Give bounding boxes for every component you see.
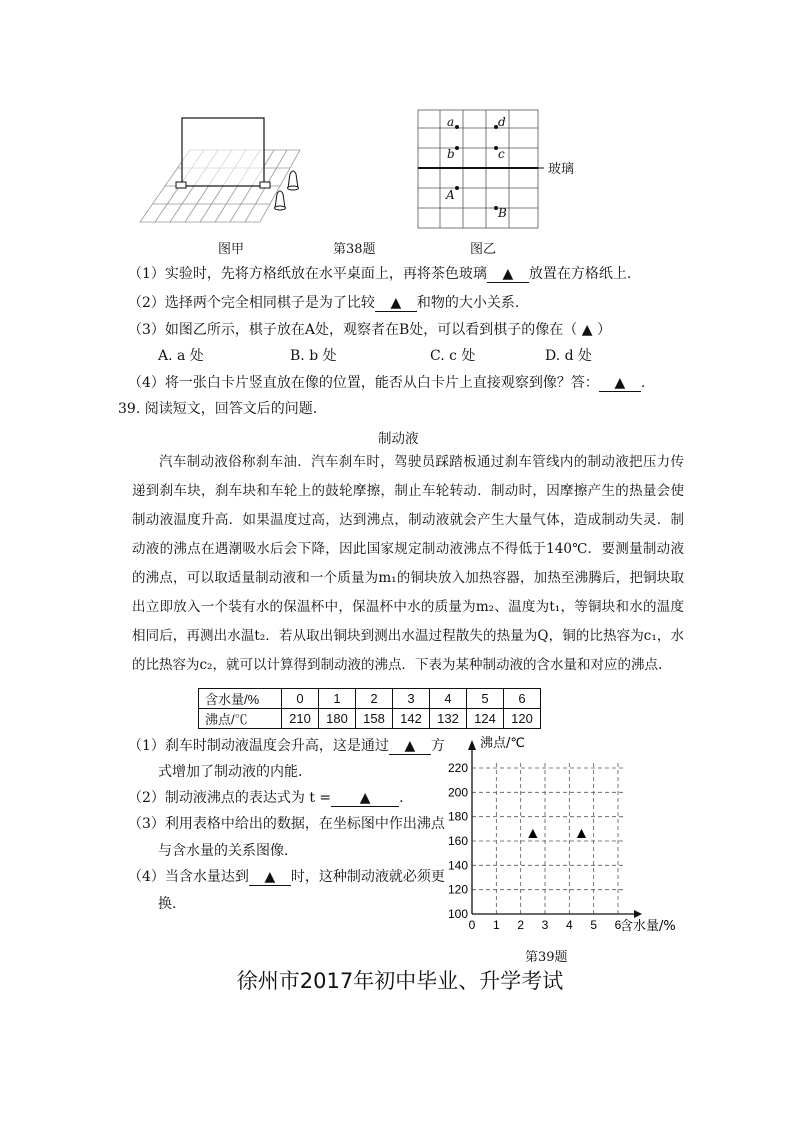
- table-cell: 158: [356, 709, 393, 729]
- x-tick-label: 0: [468, 918, 476, 932]
- q39-part4: [128, 866, 445, 886]
- table-cell: 4: [430, 689, 467, 709]
- answer-blank: ▲: [487, 266, 529, 283]
- answer-blank: ▲: [375, 295, 417, 312]
- answer-blank: ▲: [389, 738, 431, 755]
- boiling-point-chart: [430, 730, 690, 938]
- table-cell: 180: [319, 709, 356, 729]
- data-table: [198, 688, 541, 729]
- q39-intro: 39. 阅读短文，回答文后的问题.: [118, 401, 318, 417]
- y-tick-label: 220: [447, 761, 468, 775]
- q39-part3: （3）利用表格中给出的数据，在坐标图中作出沸点: [128, 816, 445, 832]
- figure-jia: [130, 110, 320, 230]
- answer-blank: ▲: [331, 790, 399, 807]
- y-tick-label: 120: [447, 882, 468, 897]
- answer-blank: ▲: [599, 375, 641, 392]
- point-b-label: b: [447, 147, 455, 161]
- table-cell: 120: [504, 709, 541, 729]
- q38-part4-text: （4）将一张白卡片竖直放在像的位置，能否从白卡片上直接观察到像？答：: [128, 375, 599, 391]
- passage-title: 制动液: [378, 431, 419, 447]
- q39-part3-line2: 与含水量的关系图像.: [158, 843, 289, 859]
- point-a-label: a: [447, 115, 455, 129]
- table-header-boil: 沸点/℃: [199, 709, 282, 729]
- y-tick-label: 140: [447, 858, 468, 873]
- q38-part1-text: （1）实验时，先将方格纸放在水平桌面上，再将茶色玻璃: [128, 266, 487, 282]
- table-row: [199, 709, 541, 729]
- table-cell: 210: [282, 709, 319, 729]
- table-header-water: 含水量/%: [199, 689, 282, 709]
- table-row: [199, 689, 541, 709]
- q38-part2-tail: 和物的大小关系.: [416, 295, 520, 311]
- figure-yi-caption: 图乙: [470, 242, 497, 257]
- q38-part1-tail: 放置在方格纸上.: [528, 266, 632, 282]
- option-c: C. c 处: [430, 348, 476, 364]
- q39-part4-line2: 换.: [158, 896, 177, 912]
- x-axis-arrow: [634, 910, 642, 918]
- x-tick-label: 6: [614, 918, 622, 932]
- q38-part4: [128, 372, 645, 392]
- table-cell: 3: [393, 689, 430, 709]
- table-cell: 124: [467, 709, 504, 729]
- table-cell: 1: [319, 689, 356, 709]
- table-cell: 142: [393, 709, 430, 729]
- option-b: B. b 处: [290, 348, 337, 364]
- q38-part2-text: （2）选择两个完全相同棋子是为了比较: [128, 295, 375, 311]
- point-c-label: c: [498, 147, 505, 161]
- y-tick-label: 160: [447, 834, 468, 848]
- passage-paragraph: [132, 448, 684, 680]
- answer-blank: ▲: [249, 869, 291, 886]
- x-tick-label: 2: [517, 918, 525, 932]
- q39-part4-text: （4）当含水量达到: [128, 869, 249, 885]
- figure-38-title: 第38题: [333, 242, 376, 257]
- glass-label: 玻璃: [548, 162, 575, 177]
- point-B-label: B: [498, 206, 507, 220]
- option-a: A. a 处: [158, 348, 204, 364]
- q38-part1: [128, 263, 631, 283]
- answer-marker: ▲: [528, 825, 538, 840]
- q39-part1-tail: 方: [430, 738, 445, 754]
- answer-marker: ▲: [576, 825, 587, 840]
- q39-part1-line2: 式增加了制动液的内能.: [158, 764, 303, 780]
- q39-part1: [128, 735, 445, 755]
- y-axis-label: 沸点/℃: [480, 736, 525, 751]
- point-d-label: d: [498, 115, 506, 129]
- y-axis-arrow: [468, 740, 476, 750]
- table-cell: 5: [467, 689, 504, 709]
- q38-part3: （3）如图乙所示，棋子放在A处，观察者在B处，可以看到棋子的像在（ ▲ ）: [128, 322, 611, 338]
- q39-part4-tail: 时，这种制动液就必须更: [290, 869, 445, 885]
- option-d: D. d 处: [545, 348, 593, 364]
- table-cell: 132: [430, 709, 467, 729]
- table-cell: 6: [504, 689, 541, 709]
- table-cell: 2: [356, 689, 393, 709]
- x-tick-label: 1: [492, 918, 500, 932]
- q39-part2-text: （2）制动液沸点的表达式为 t =: [128, 790, 332, 806]
- x-tick-label: 3: [541, 918, 549, 932]
- y-tick-label: 100: [447, 907, 468, 921]
- figure-jia-caption: 图甲: [218, 242, 245, 257]
- point-A-label: A: [446, 188, 455, 202]
- q38-part2: [128, 292, 519, 312]
- q39-part2: [128, 787, 404, 807]
- q39-part2-tail: .: [399, 790, 404, 806]
- figure-39-title: 第39题: [525, 950, 568, 965]
- page-footer: 徐州市2017年初中毕业、升学考试: [236, 969, 564, 993]
- table-cell: 0: [282, 689, 319, 709]
- x-axis-label: 含水量/%: [620, 919, 676, 934]
- q39-part1-text: （1）刹车时制动液温度会升高，这是通过: [128, 738, 389, 754]
- passage-text: 汽车制动液俗称刹车油．汽车刹车时，驾驶员踩踏板通过刹车管线内的制动液把压力传递到刹车块，刹车块和车轮上的鼓轮摩擦，制止车轮转动．制动时，因摩擦产生的热量会使制动液温度升高．如果温度过高，达到沸点，制动液就会产生大量气体，造成制动失灵．制动液的沸点在遇潮吸水后会下降，因此国家规定制动液沸点不得低于140℃．要测量制动液的沸点，可以取适量制动液和一个质量为m₁的铜块放入加热容器，加热至沸腾后，把铜块取出立即放入一个装有水的保温杯中，保温杯中水的质量为m₂、温度为t₁，等铜块和水的温度相同后，再测出水温t₂．若从取出铜块到测出水温过程散失的热量为Q，铜的比热容为c₁，水的比热容为c₂，就可以计算得到制动液的沸点．下表为某种制动液的含水量和对应的沸点.: [132, 454, 684, 673]
- x-tick-label: 4: [565, 918, 573, 932]
- x-tick-label: 5: [590, 918, 598, 932]
- y-tick-label: 180: [447, 809, 468, 824]
- figure-yi: [410, 108, 600, 233]
- q38-part4-tail: .: [640, 375, 646, 391]
- y-tick-label: 200: [447, 785, 468, 800]
